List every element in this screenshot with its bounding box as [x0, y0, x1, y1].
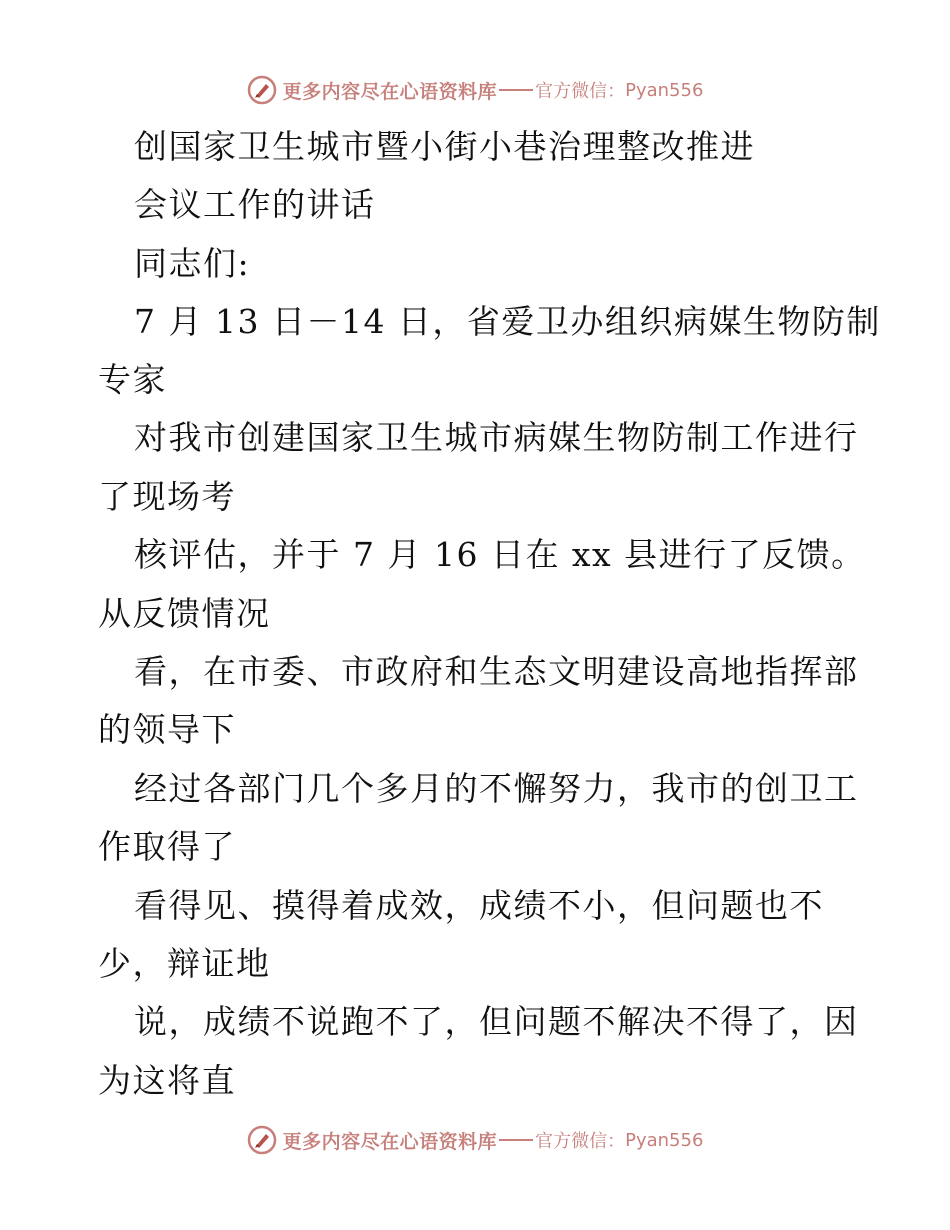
paragraph-line: 为这将直 [98, 1061, 236, 1100]
paragraph-line: 少，辩证地 [98, 944, 271, 983]
paragraph-line: 核评估，并于 7 月 16 日在 xx 县进行了反馈。 [134, 535, 866, 574]
paragraph-line: 说，成绩不说跑不了，但问题不解决不得了，因 [134, 1002, 859, 1041]
paragraph-line: 看，在市委、市政府和生态文明建设高地指挥部 [134, 652, 859, 691]
paragraph-line: 经过各部门几个多月的不懈努力，我市的创卫工 [134, 769, 859, 808]
paragraph-line: 作取得了 [98, 827, 236, 866]
pen-nib-logo-icon [247, 1125, 277, 1155]
paragraph-line: 从反馈情况 [98, 594, 271, 633]
paragraph-line: 专家 [98, 360, 167, 399]
pen-nib-logo-icon [247, 75, 277, 105]
banner-text: 更多内容尽在心语资料库 [282, 80, 498, 103]
header-banner [0, 70, 950, 110]
paragraph-line: 了现场考 [98, 477, 236, 516]
paragraph-line: 看得见、摸得着成效，成绩不小，但问题也不 [134, 886, 824, 925]
paragraph-line: 的领导下 [98, 710, 236, 749]
banner-text: 更多内容尽在心语资料库 [282, 1130, 498, 1153]
banner-wechat-id: Pyan556 [625, 1129, 704, 1151]
banner-wechat-label: 官方微信： [535, 81, 626, 102]
banner-dash [499, 1139, 533, 1141]
banner-wechat-label: 官方微信： [535, 1131, 626, 1152]
title-line-1: 创国家卫生城市暨小街小巷治理整改推进 [134, 127, 755, 166]
footer-banner [0, 1120, 950, 1160]
title-line-2: 会议工作的讲话 [134, 185, 376, 224]
paragraph-line: 对我市创建国家卫生城市病媒生物防制工作进行 [134, 418, 859, 457]
banner-dash [499, 89, 533, 91]
salutation: 同志们: [134, 244, 251, 283]
paragraph-line: 7 月 13 日－14 日，省爱卫办组织病媒生物防制 [134, 302, 881, 341]
banner-wechat-id: Pyan556 [625, 79, 704, 101]
